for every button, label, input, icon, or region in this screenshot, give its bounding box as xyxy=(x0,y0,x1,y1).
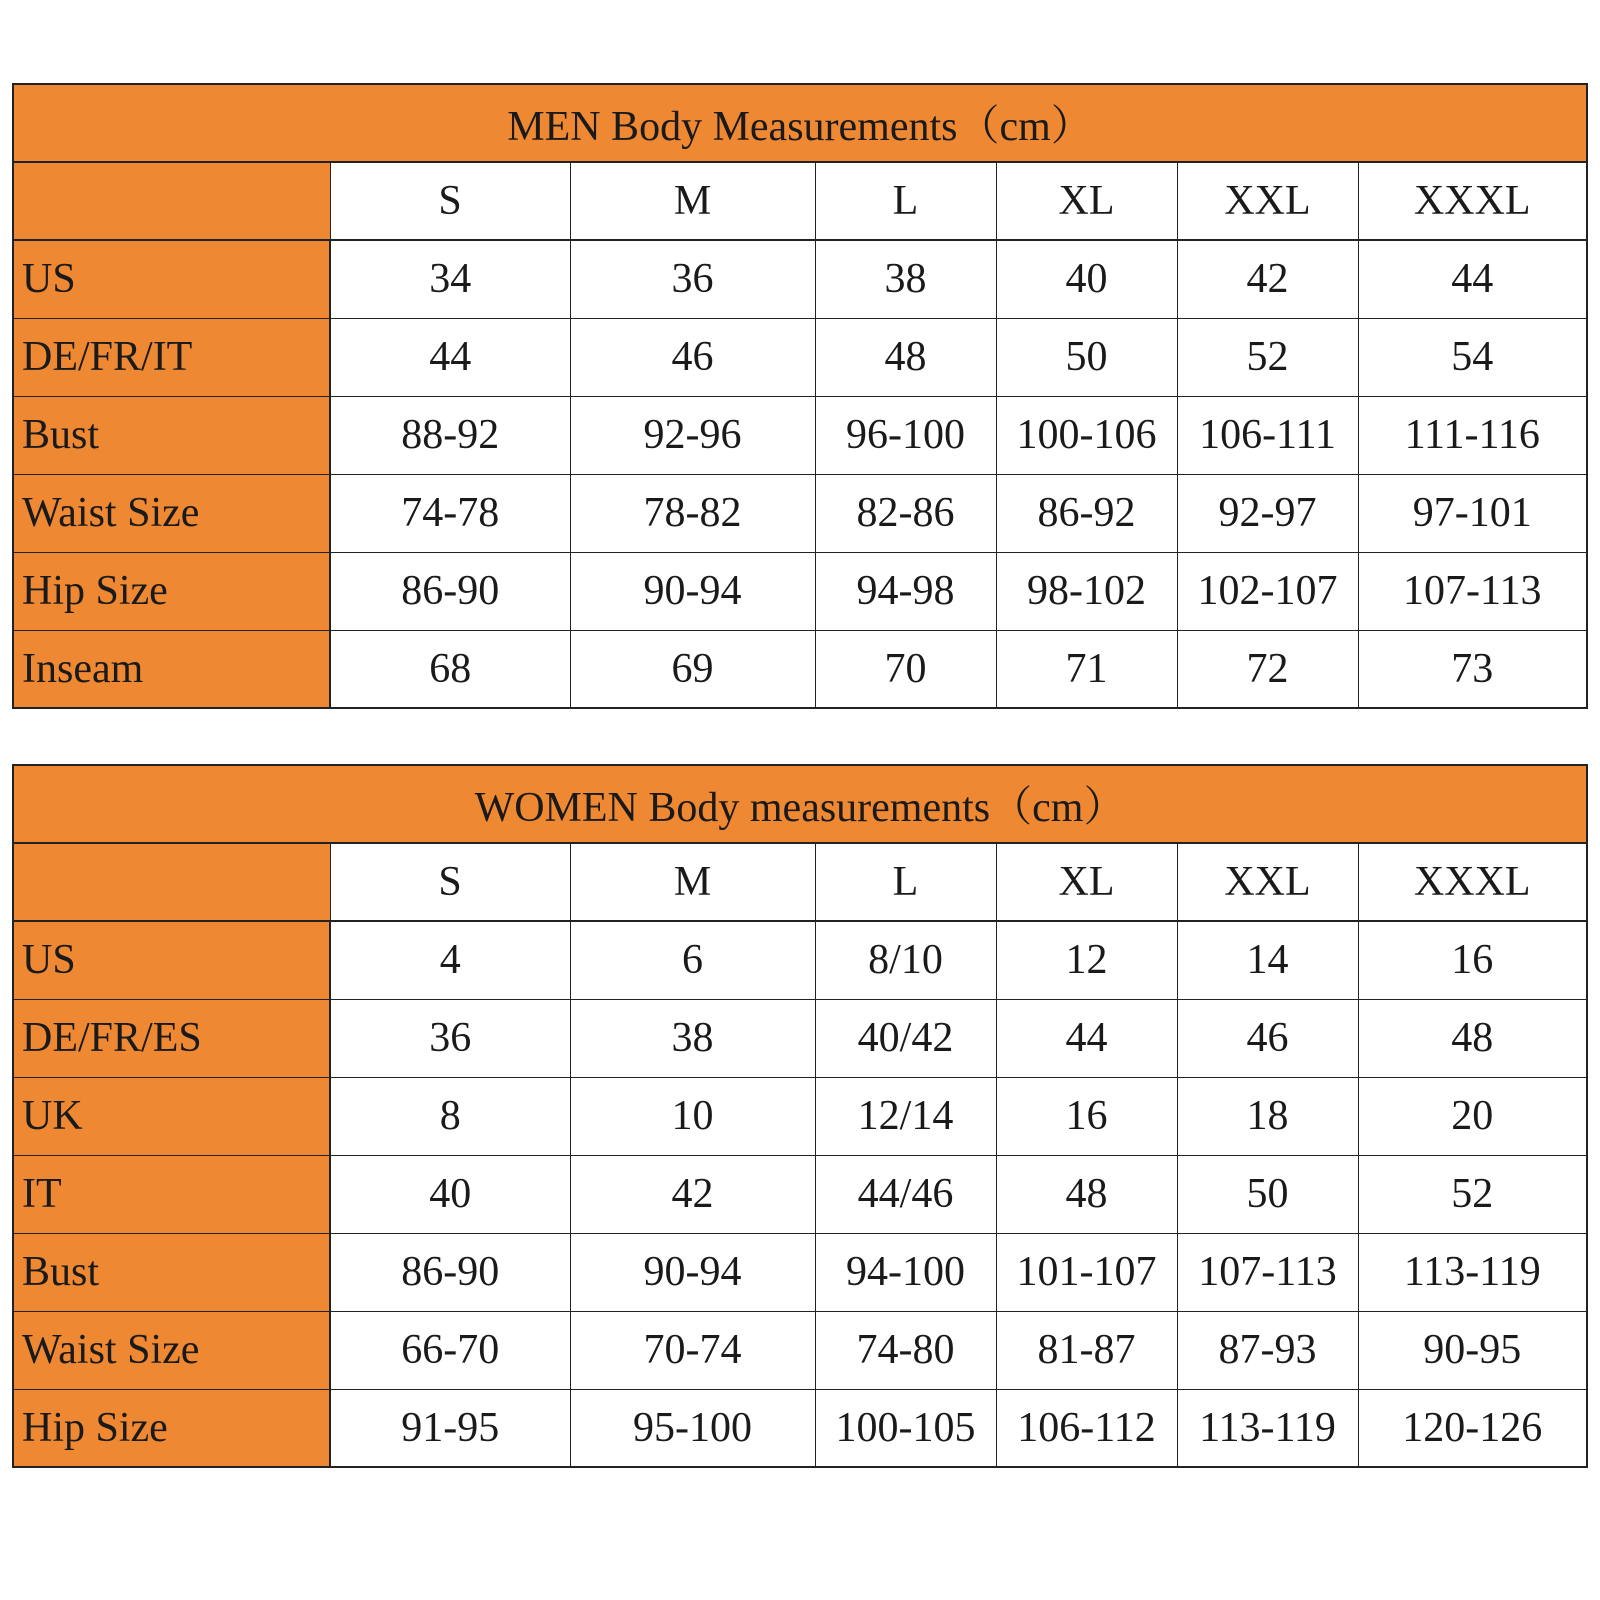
row-label-bust: Bust xyxy=(13,1233,330,1311)
women-size-table xyxy=(12,764,1588,1468)
table-row xyxy=(13,999,1587,1077)
row-label-waist-size: Waist Size xyxy=(13,1311,330,1389)
size-header-s: S xyxy=(330,162,570,240)
table-cell: 90-95 xyxy=(1358,1311,1587,1389)
table-cell: 68 xyxy=(330,630,570,708)
size-header-xl: XL xyxy=(996,843,1177,921)
row-label-waist-size: Waist Size xyxy=(13,474,330,552)
table-cell: 44/46 xyxy=(815,1155,996,1233)
row-label-de-fr-it: DE/FR/IT xyxy=(13,318,330,396)
table-title: WOMEN Body measurements（cm） xyxy=(13,765,1587,843)
row-label-bust: Bust xyxy=(13,396,330,474)
table-cell: 40 xyxy=(996,240,1177,318)
table-cell: 50 xyxy=(996,318,1177,396)
table-cell: 107-113 xyxy=(1177,1233,1358,1311)
table-cell: 86-90 xyxy=(330,1233,570,1311)
table-cell: 78-82 xyxy=(570,474,815,552)
table-cell: 100-105 xyxy=(815,1389,996,1467)
table-cell: 92-96 xyxy=(570,396,815,474)
table-cell: 34 xyxy=(330,240,570,318)
table-row xyxy=(13,396,1587,474)
size-header-row xyxy=(13,162,1587,240)
table-cell: 100-106 xyxy=(996,396,1177,474)
table-cell: 44 xyxy=(330,318,570,396)
table-cell: 87-93 xyxy=(1177,1311,1358,1389)
size-header-row xyxy=(13,843,1587,921)
table-cell: 88-92 xyxy=(330,396,570,474)
table-cell: 86-90 xyxy=(330,552,570,630)
header-corner-cell xyxy=(13,162,330,240)
size-header-xxl: XXL xyxy=(1177,843,1358,921)
table-cell: 82-86 xyxy=(815,474,996,552)
table-row xyxy=(13,630,1587,708)
table-row xyxy=(13,1389,1587,1467)
table-cell: 96-100 xyxy=(815,396,996,474)
table-cell: 52 xyxy=(1177,318,1358,396)
table-cell: 6 xyxy=(570,921,815,999)
table-cell: 48 xyxy=(815,318,996,396)
table-cell: 111-116 xyxy=(1358,396,1587,474)
table-cell: 91-95 xyxy=(330,1389,570,1467)
table-cell: 36 xyxy=(570,240,815,318)
table-cell: 4 xyxy=(330,921,570,999)
table-cell: 46 xyxy=(1177,999,1358,1077)
header-corner-cell xyxy=(13,843,330,921)
table-cell: 8 xyxy=(330,1077,570,1155)
table-cell: 48 xyxy=(1358,999,1587,1077)
table-cell: 101-107 xyxy=(996,1233,1177,1311)
table-cell: 90-94 xyxy=(570,552,815,630)
men-size-table xyxy=(12,83,1588,709)
table-cell: 50 xyxy=(1177,1155,1358,1233)
table-row xyxy=(13,318,1587,396)
table-row xyxy=(13,1233,1587,1311)
table-cell: 86-92 xyxy=(996,474,1177,552)
table-cell: 66-70 xyxy=(330,1311,570,1389)
table-row xyxy=(13,1311,1587,1389)
table-cell: 14 xyxy=(1177,921,1358,999)
table-cell: 81-87 xyxy=(996,1311,1177,1389)
table-cell: 95-100 xyxy=(570,1389,815,1467)
table-cell: 8/10 xyxy=(815,921,996,999)
table-cell: 74-78 xyxy=(330,474,570,552)
table-cell: 102-107 xyxy=(1177,552,1358,630)
table-cell: 71 xyxy=(996,630,1177,708)
size-header-xl: XL xyxy=(996,162,1177,240)
table-cell: 70 xyxy=(815,630,996,708)
table-cell: 42 xyxy=(570,1155,815,1233)
size-header-l: L xyxy=(815,162,996,240)
table-cell: 12/14 xyxy=(815,1077,996,1155)
table-cell: 113-119 xyxy=(1177,1389,1358,1467)
table-row xyxy=(13,1077,1587,1155)
table-cell: 94-100 xyxy=(815,1233,996,1311)
table-cell: 54 xyxy=(1358,318,1587,396)
table-cell: 98-102 xyxy=(996,552,1177,630)
table-cell: 70-74 xyxy=(570,1311,815,1389)
size-header-s: S xyxy=(330,843,570,921)
table-cell: 42 xyxy=(1177,240,1358,318)
table-row xyxy=(13,921,1587,999)
table-cell: 44 xyxy=(996,999,1177,1077)
table-cell: 106-111 xyxy=(1177,396,1358,474)
table-cell: 16 xyxy=(996,1077,1177,1155)
table-cell: 40 xyxy=(330,1155,570,1233)
table-row xyxy=(13,474,1587,552)
row-label-de-fr-es: DE/FR/ES xyxy=(13,999,330,1077)
table-row xyxy=(13,1155,1587,1233)
row-label-us: US xyxy=(13,240,330,318)
row-label-uk: UK xyxy=(13,1077,330,1155)
table-cell: 120-126 xyxy=(1358,1389,1587,1467)
table-cell: 48 xyxy=(996,1155,1177,1233)
table-cell: 38 xyxy=(570,999,815,1077)
table-cell: 94-98 xyxy=(815,552,996,630)
row-label-it: IT xyxy=(13,1155,330,1233)
table-row xyxy=(13,240,1587,318)
row-label-inseam: Inseam xyxy=(13,630,330,708)
size-header-xxl: XXL xyxy=(1177,162,1358,240)
table-cell: 10 xyxy=(570,1077,815,1155)
row-label-us: US xyxy=(13,921,330,999)
size-header-xxxl: XXXL xyxy=(1358,162,1587,240)
row-label-hip-size: Hip Size xyxy=(13,552,330,630)
size-header-l: L xyxy=(815,843,996,921)
size-header-m: M xyxy=(570,843,815,921)
table-cell: 97-101 xyxy=(1358,474,1587,552)
table-cell: 52 xyxy=(1358,1155,1587,1233)
table-row xyxy=(13,552,1587,630)
table-cell: 44 xyxy=(1358,240,1587,318)
table-cell: 90-94 xyxy=(570,1233,815,1311)
size-header-m: M xyxy=(570,162,815,240)
table-cell: 40/42 xyxy=(815,999,996,1077)
row-label-hip-size: Hip Size xyxy=(13,1389,330,1467)
size-header-xxxl: XXXL xyxy=(1358,843,1587,921)
table-cell: 69 xyxy=(570,630,815,708)
table-cell: 72 xyxy=(1177,630,1358,708)
table-cell: 36 xyxy=(330,999,570,1077)
table-cell: 20 xyxy=(1358,1077,1587,1155)
table-cell: 113-119 xyxy=(1358,1233,1587,1311)
table-title-row xyxy=(13,84,1587,162)
table-cell: 12 xyxy=(996,921,1177,999)
table-cell: 92-97 xyxy=(1177,474,1358,552)
table-cell: 16 xyxy=(1358,921,1587,999)
table-cell: 106-112 xyxy=(996,1389,1177,1467)
table-cell: 46 xyxy=(570,318,815,396)
table-cell: 73 xyxy=(1358,630,1587,708)
table-cell: 18 xyxy=(1177,1077,1358,1155)
table-title-row xyxy=(13,765,1587,843)
table-cell: 74-80 xyxy=(815,1311,996,1389)
table-cell: 107-113 xyxy=(1358,552,1587,630)
table-cell: 38 xyxy=(815,240,996,318)
table-title: MEN Body Measurements（cm） xyxy=(13,84,1587,162)
